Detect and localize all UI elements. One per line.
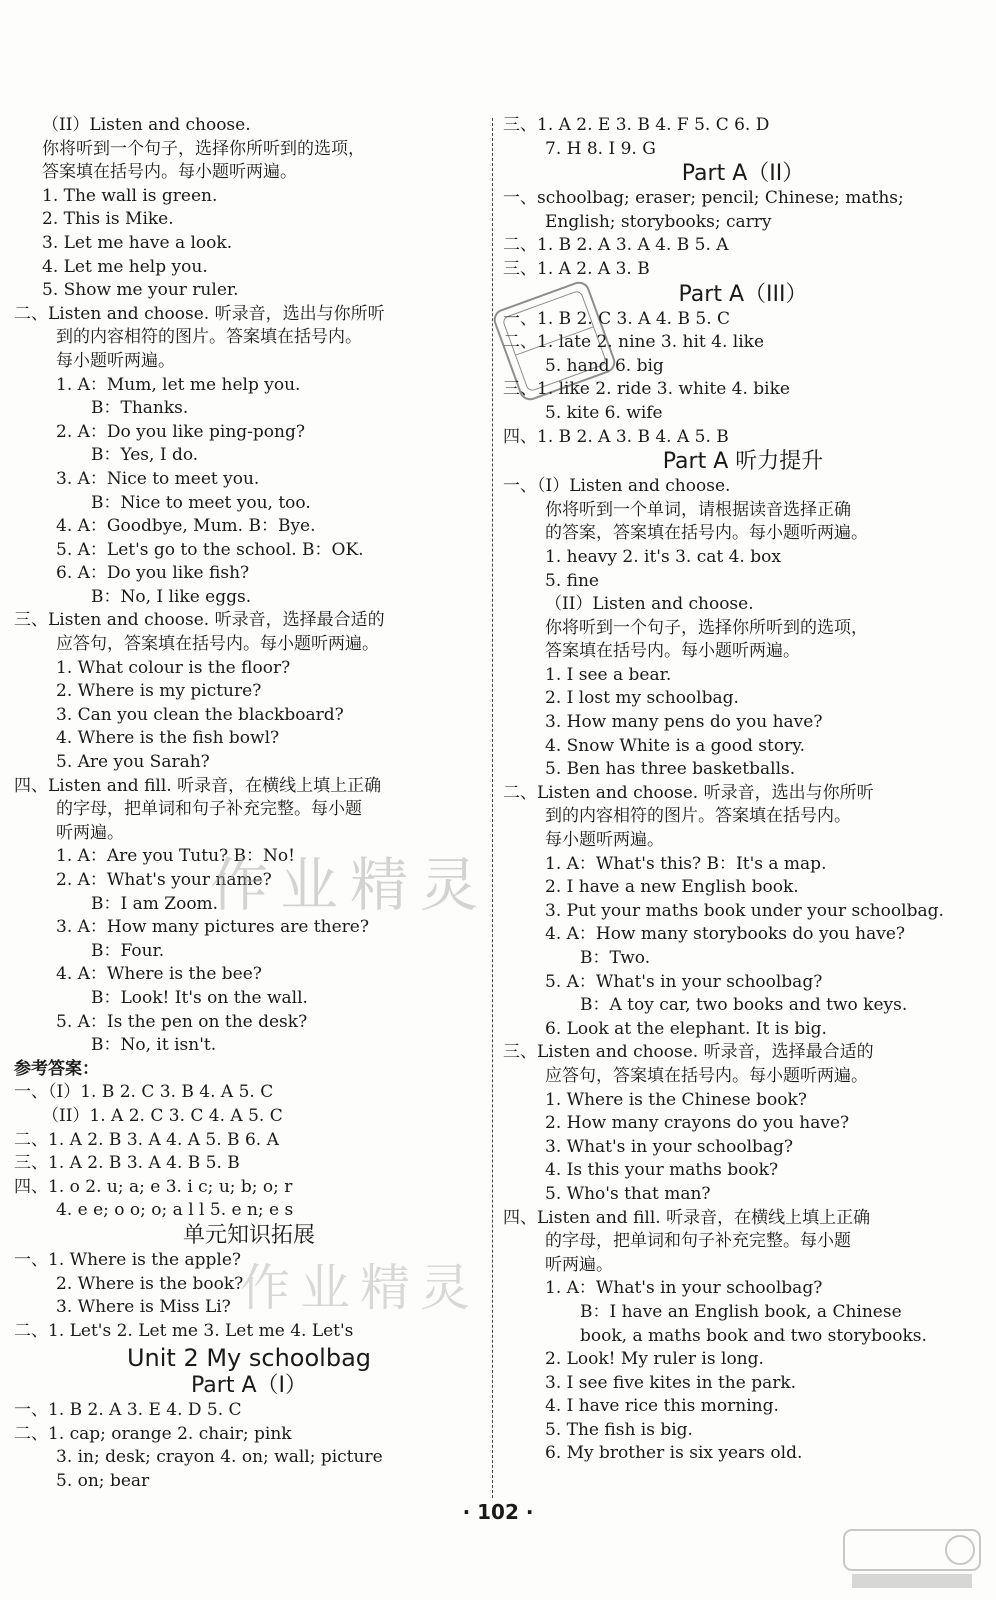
right-line: 的答案，答案填在括号内。每小题听两遍。 xyxy=(545,523,868,544)
right-line: 5. A：What's in your schoolbag? xyxy=(545,971,823,992)
right-line: 3. Put your maths book under your schoolbag. xyxy=(545,900,944,921)
right-line: English; storybooks; carry xyxy=(545,211,772,232)
left-line: B：Yes, I do. xyxy=(91,445,199,466)
left-line: B：No, I like eggs. xyxy=(91,586,252,607)
left-line: 4. e e; o o; o; a l l 5. e n; e s xyxy=(56,1200,294,1221)
left-line: 1. The wall is green. xyxy=(42,185,218,206)
watermark-lower: 作业精灵 xyxy=(240,1259,480,1317)
right-line: 1. I see a bear. xyxy=(545,664,672,685)
right-line: 3. I see five kites in the park. xyxy=(545,1372,797,1393)
left-line: 的字母，把单词和句子补充完整。每小题 xyxy=(56,799,362,820)
right-line: 5. The fish is big. xyxy=(545,1419,693,1440)
right-line: 三、1. A 2. E 3. B 4. F 5. C 6. D xyxy=(503,115,770,135)
right-line: 到的内容相符的图片。答案填在括号内。 xyxy=(545,806,851,827)
right-line: 5. fine xyxy=(545,570,599,591)
left-line: （II）Listen and choose. xyxy=(42,115,251,135)
left-line: 二、Listen and choose. 听录音，选出与你所听 xyxy=(14,303,385,324)
right-line: 二、Listen and choose. 听录音，选出与你所听 xyxy=(503,782,874,803)
right-line: 一、1. B 2. C 3. A 4. B 5. C xyxy=(503,308,731,329)
left-line: 2. A：Do you like ping-pong? xyxy=(56,421,305,442)
right-line: 4. Is this your maths book? xyxy=(545,1160,779,1181)
right-line: 1. Where is the Chinese book? xyxy=(545,1089,807,1110)
right-line: 2. I lost my schoolbag. xyxy=(545,688,739,709)
brand-logo-icon xyxy=(842,1528,982,1592)
left-line: 到的内容相符的图片。答案填在括号内。 xyxy=(56,327,362,348)
right-line: 3. What's in your schoolbag? xyxy=(545,1136,794,1157)
right-line: 三、Listen and choose. 听录音，选择最合适的 xyxy=(503,1042,874,1063)
left-line: 4. A：Where is the bee? xyxy=(56,964,262,985)
left-line: （II）1. A 2. C 3. C 4. A 5. C xyxy=(42,1105,283,1126)
left-line: 3. Can you clean the blackboard? xyxy=(56,704,344,725)
left-line: 3. A：Nice to meet you. xyxy=(56,468,260,489)
left-line: Unit 2 My schoolbag xyxy=(126,1344,372,1373)
left-line: 每小题听两遍。 xyxy=(56,350,175,371)
left-line: 3. in; desk; crayon 4. on; wall; picture xyxy=(56,1447,383,1468)
left-line: 1. A：Are you Tutu? B：No! xyxy=(56,846,295,867)
right-line: 答案填在括号内。每小题听两遍。 xyxy=(545,641,800,662)
left-line: 4. A：Goodbye, Mum. B：Bye. xyxy=(56,516,316,537)
left-line: 三、1. A 2. B 3. A 4. B 5. B xyxy=(14,1153,240,1174)
left-line: 5. Are you Sarah? xyxy=(56,752,210,773)
page-number: · 102 · xyxy=(462,1500,534,1524)
left-line: B：Thanks. xyxy=(91,398,189,419)
left-line: 5. A：Let's go to the school. B：OK. xyxy=(56,539,364,560)
right-line: 1. A：What's in your schoolbag? xyxy=(545,1278,823,1299)
left-line: 二、1. A 2. B 3. A 4. A 5. B 6. A xyxy=(14,1129,279,1150)
left-line: 四、1. o 2. u; a; e 3. i c; u; b; o; r xyxy=(14,1176,293,1197)
left-line: 三、Listen and choose. 听录音，选择最合适的 xyxy=(14,610,385,631)
right-line: 每小题听两遍。 xyxy=(545,830,664,851)
left-line: 5. Show me your ruler. xyxy=(42,280,239,301)
right-line: 的字母，把单词和句子补充完整。每小题 xyxy=(545,1231,851,1252)
right-line: 2. I have a new English book. xyxy=(545,877,799,898)
right-line: （II）Listen and choose. xyxy=(545,594,754,615)
right-line: 三、1. A 2. A 3. B xyxy=(503,258,650,279)
left-line: 四、Listen and fill. 听录音，在横线上填上正确 xyxy=(14,775,382,796)
right-line: 4. A：How many storybooks do you have? xyxy=(545,924,906,945)
left-line: 4. Let me help you. xyxy=(42,256,208,277)
left-line: 6. A：Do you like fish? xyxy=(56,563,250,584)
left-line: 1. What colour is the floor? xyxy=(56,657,291,678)
left-line: B：Nice to meet you, too. xyxy=(91,492,311,513)
left-line: 听两遍。 xyxy=(56,822,124,843)
right-line: 3. How many pens do you have? xyxy=(545,712,823,733)
left-line: 你将听到一个句子，选择你所听到的选项， xyxy=(42,138,365,159)
right-line: 4. Snow White is a good story. xyxy=(545,735,805,756)
right-line: 四、1. B 2. A 3. B 4. A 5. B xyxy=(503,426,729,447)
left-line: B：I am Zoom. xyxy=(91,893,219,914)
right-line: 2. Look! My ruler is long. xyxy=(545,1349,764,1370)
left-line: 5. A：Is the pen on the desk? xyxy=(56,1011,308,1032)
right-line: 1. heavy 2. it's 3. cat 4. box xyxy=(545,546,781,567)
right-line: book, a maths book and two storybooks. xyxy=(580,1325,927,1346)
right-line: Part A（II） xyxy=(681,161,805,187)
right-line: B：Two. xyxy=(580,948,651,968)
right-line: 一、（I）Listen and choose. xyxy=(503,476,731,497)
right-line: 4. I have rice this morning. xyxy=(545,1396,779,1417)
right-line: 二、1. late 2. nine 3. hit 4. like xyxy=(503,332,765,353)
left-line: 3. Let me have a look. xyxy=(42,232,233,253)
right-line: Part A 听力提升 xyxy=(662,449,824,475)
left-line: 应答句，答案填在括号内。每小题听两遍。 xyxy=(56,634,379,655)
left-line: Part A（I） xyxy=(191,1373,307,1399)
left-line: 一、1. Where is the apple? xyxy=(14,1249,242,1270)
left-line: 3. A：How many pictures are there? xyxy=(56,917,369,938)
left-line: 2. A：What's your name? xyxy=(56,870,272,890)
left-line: 二、1. Let's 2. Let me 3. Let me 4. Let's xyxy=(14,1320,354,1341)
right-line: 5. Ben has three basketballs. xyxy=(545,759,796,780)
right-line: 5. hand 6. big xyxy=(545,355,664,376)
right-line: 6. My brother is six years old. xyxy=(545,1443,803,1464)
right-line: B：I have an English book, a Chinese xyxy=(580,1301,902,1322)
left-line: 二、1. cap; orange 2. chair; pink xyxy=(14,1423,292,1444)
right-line: 你将听到一个句子，选择你所听到的选项， xyxy=(545,617,868,638)
right-line: B：A toy car, two books and two keys. xyxy=(580,995,908,1016)
right-line: 2. How many crayons do you have? xyxy=(545,1113,850,1134)
left-line: 3. Where is Miss Li? xyxy=(56,1297,231,1318)
right-line: 听两遍。 xyxy=(545,1254,613,1275)
left-line: 1. A：Mum, let me help you. xyxy=(56,374,301,395)
left-line: 一、1. B 2. A 3. E 4. D 5. C xyxy=(14,1400,242,1421)
right-line: 5. kite 6. wife xyxy=(545,402,663,423)
left-line: B：No, it isn't. xyxy=(91,1035,217,1056)
watermark: 作业精灵 xyxy=(210,851,491,919)
right-line: 三、1. like 2. ride 3. white 4. bike xyxy=(503,379,790,400)
right-line: 5. Who's that man? xyxy=(545,1183,711,1204)
right-line: 1. A：What's this? B：It's a map. xyxy=(545,853,827,874)
right-line: Part A（III） xyxy=(678,281,808,307)
right-line: 四、Listen and fill. 听录音，在横线上填上正确 xyxy=(503,1207,871,1228)
right-line: 7. H 8. I 9. G xyxy=(545,138,656,159)
left-line: B：Look! It's on the wall. xyxy=(91,987,308,1008)
right-line: 6. Look at the elephant. It is big. xyxy=(545,1018,827,1039)
left-line: B：Four. xyxy=(91,940,165,961)
left-line: 单元知识拓展 xyxy=(182,1222,315,1248)
left-line: 参考答案： xyxy=(14,1058,99,1079)
left-line: 一、（I）1. B 2. C 3. B 4. A 5. C xyxy=(14,1082,274,1103)
left-line: 答案填在括号内。每小题听两遍。 xyxy=(42,162,297,183)
left-line: 2. Where is the book? xyxy=(56,1273,244,1294)
right-line: 应答句，答案填在括号内。每小题听两遍。 xyxy=(545,1065,868,1086)
left-line: 2. Where is my picture? xyxy=(56,681,262,702)
right-line: 二、1. B 2. A 3. A 4. B 5. A xyxy=(503,235,729,256)
left-line: 2. This is Mike. xyxy=(42,209,174,230)
left-line: 5. on; bear xyxy=(56,1471,150,1492)
left-line: 4. Where is the fish bowl? xyxy=(56,728,280,749)
right-line: 你将听到一个单词，请根据读音选择正确 xyxy=(545,499,851,520)
right-line: 一、schoolbag; eraser; pencil; Chinese; maths; xyxy=(503,188,904,209)
